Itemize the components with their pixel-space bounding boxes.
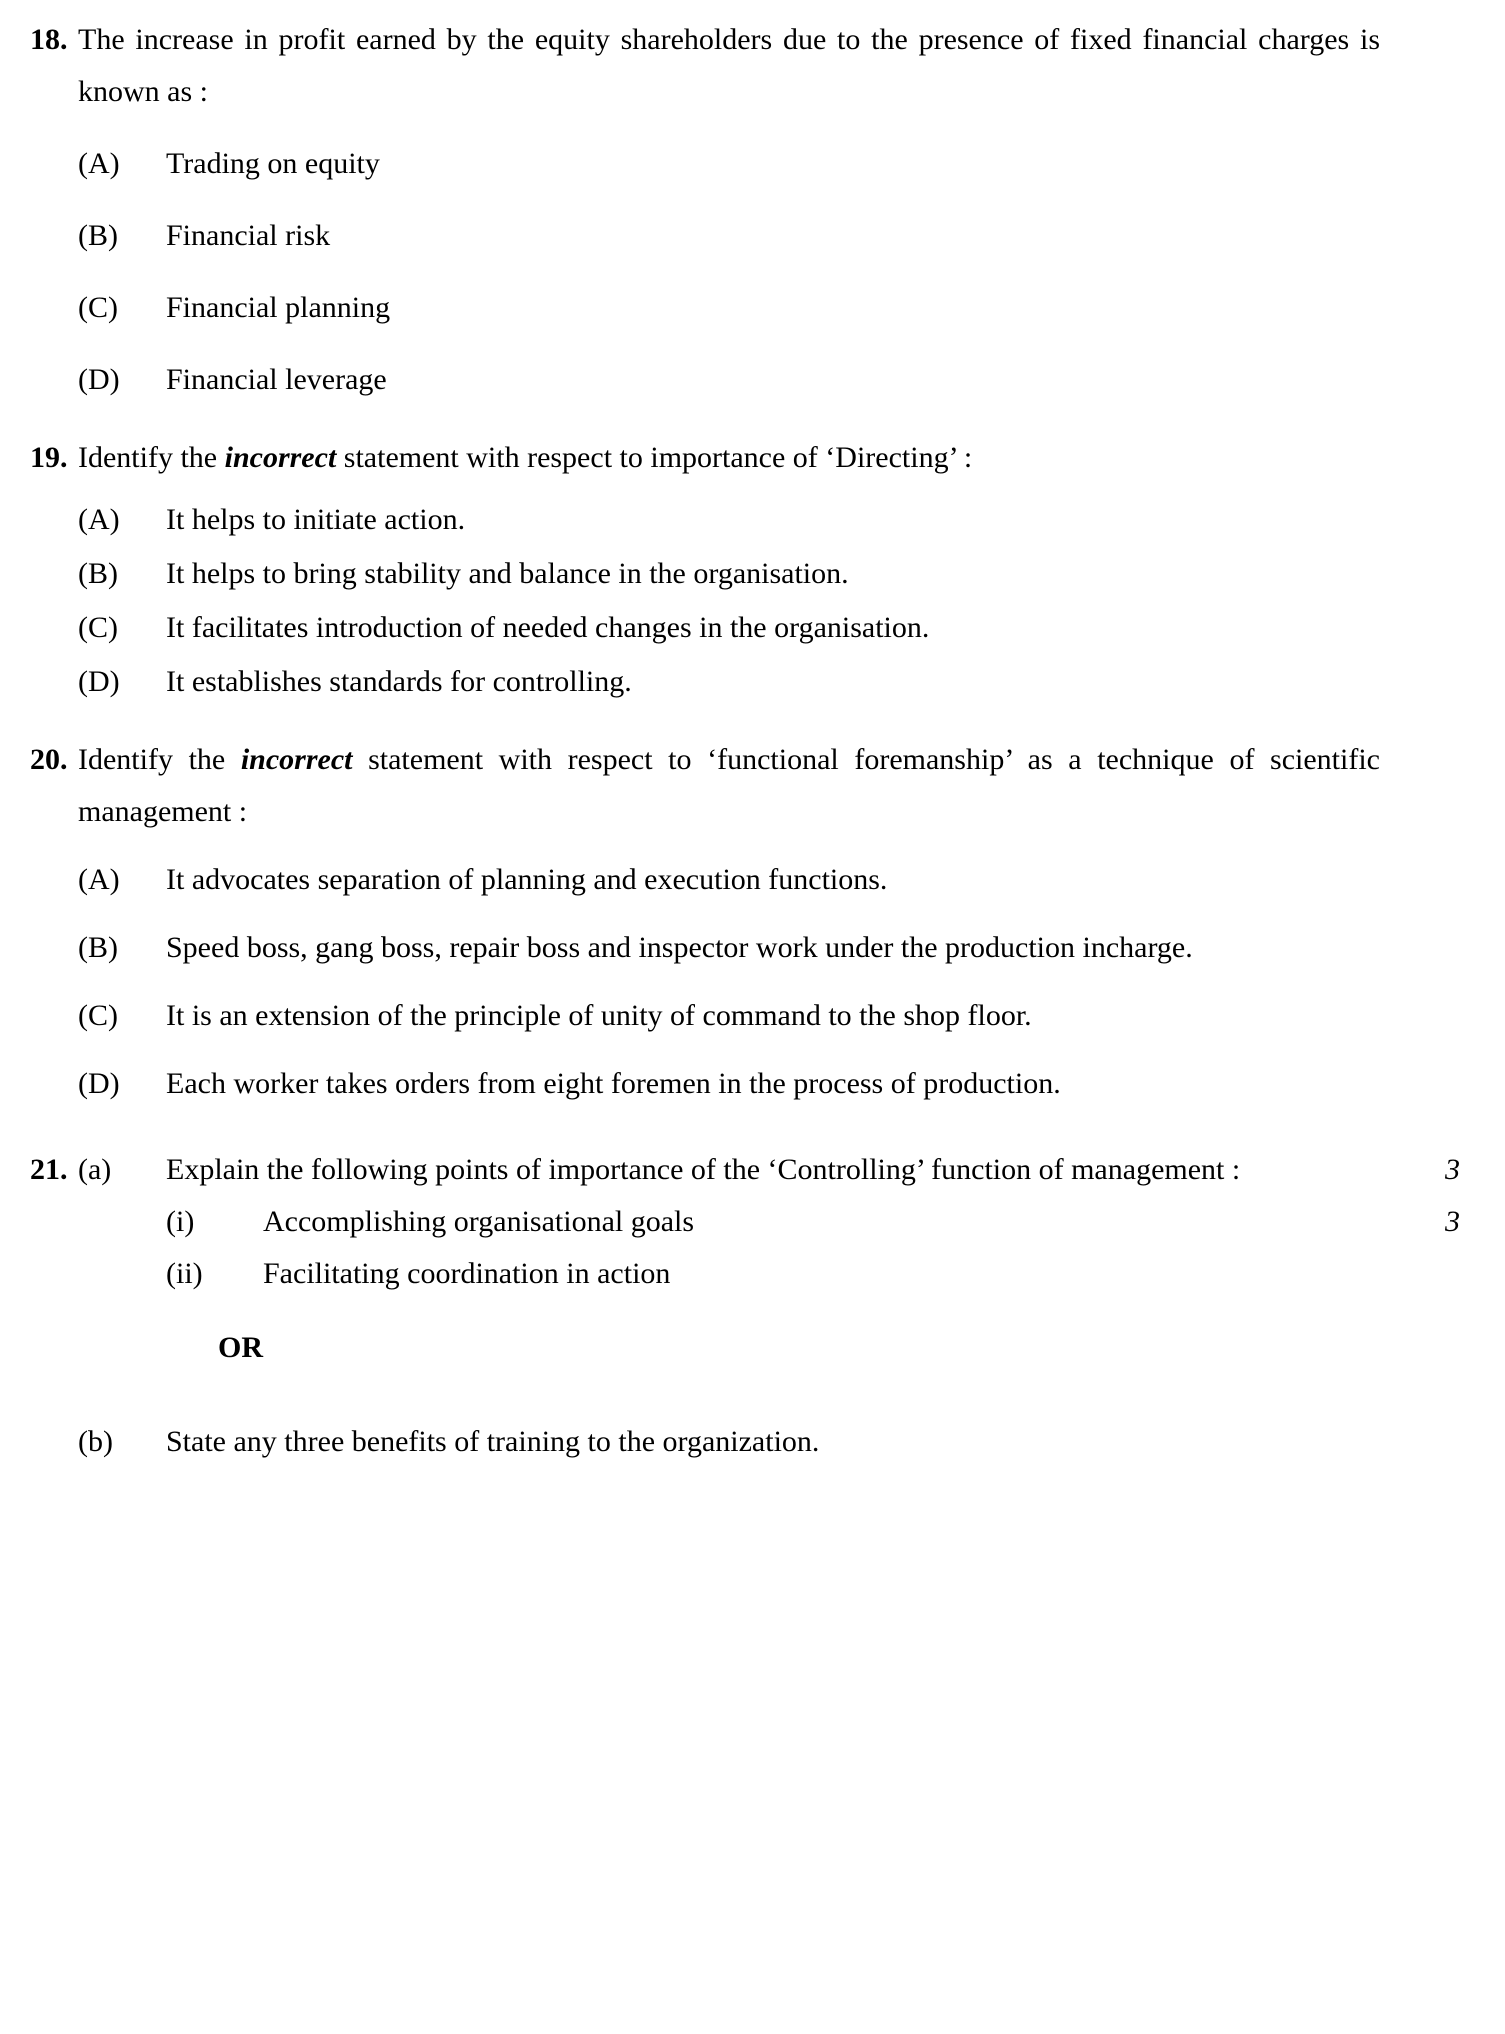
part-body bbox=[166, 1416, 1380, 1468]
part-a-subitems bbox=[166, 1196, 1380, 1300]
subitem-text: Accomplishing organisational goals bbox=[263, 1205, 695, 1238]
option-label: (C) bbox=[78, 999, 118, 1032]
question-21 bbox=[0, 1144, 1505, 1468]
part-body bbox=[166, 1144, 1380, 1300]
stem-text-after: statement with respect to importance of ‘Directing’ : bbox=[336, 441, 973, 474]
subitem-row bbox=[166, 1248, 1380, 1300]
question-21-number: 21. bbox=[30, 1153, 68, 1186]
question-20-options bbox=[78, 854, 1380, 1110]
or-separator: OR bbox=[218, 1331, 263, 1364]
question-20-body bbox=[78, 734, 1505, 1110]
stem-emphasis: incorrect bbox=[224, 441, 337, 474]
option-label: (A) bbox=[78, 863, 120, 896]
option-text: It is an extension of the principle of unity of command to the shop floor. bbox=[166, 999, 1032, 1032]
option-text: Financial risk bbox=[166, 219, 331, 252]
question-19-options bbox=[78, 494, 1380, 708]
option-label: (D) bbox=[78, 1067, 120, 1100]
option-text: Each worker takes orders from eight foremen in the process of production. bbox=[166, 1067, 1061, 1100]
option-label: (A) bbox=[78, 147, 120, 180]
option-row[interactable] bbox=[78, 138, 1380, 190]
subitem-row bbox=[166, 1196, 1380, 1248]
block-spacer bbox=[0, 406, 1505, 432]
marks-part-b: 3 bbox=[1445, 1153, 1460, 1186]
question-20-stem bbox=[78, 734, 1380, 838]
option-row[interactable] bbox=[78, 990, 1380, 1042]
option-label: (C) bbox=[78, 291, 118, 324]
option-row[interactable] bbox=[78, 210, 1380, 262]
option-row[interactable] bbox=[78, 282, 1380, 334]
option-text: Financial leverage bbox=[166, 363, 387, 396]
option-row[interactable] bbox=[78, 854, 1380, 906]
option-row[interactable] bbox=[78, 922, 1380, 974]
question-18 bbox=[0, 14, 1505, 406]
question-18-options bbox=[78, 138, 1380, 406]
question-21-body bbox=[78, 1144, 1505, 1468]
option-label: (C) bbox=[78, 611, 118, 644]
block-spacer bbox=[0, 1110, 1505, 1136]
option-text: It helps to bring stability and balance in the organisation. bbox=[166, 557, 849, 590]
question-19-body bbox=[78, 432, 1505, 708]
question-18-number: 18. bbox=[30, 23, 68, 56]
option-text: Financial planning bbox=[166, 291, 391, 324]
question-20 bbox=[0, 734, 1505, 1110]
option-text: It helps to initiate action. bbox=[166, 503, 466, 536]
option-label: (D) bbox=[78, 665, 120, 698]
question-18-stem: The increase in profit earned by the equity shareholders due to the presence of fixed financial charges is known as : bbox=[78, 23, 1380, 108]
option-text: It advocates separation of planning and execution functions. bbox=[166, 863, 888, 896]
option-text: It facilitates introduction of needed changes in the organisation. bbox=[166, 611, 930, 644]
part-label: (a) bbox=[78, 1153, 112, 1186]
question-21-part-a bbox=[78, 1144, 1460, 1300]
option-label: (B) bbox=[78, 219, 118, 252]
question-19-number: 19. bbox=[30, 441, 68, 474]
question-19-stem bbox=[78, 432, 1380, 484]
part-a-text: Explain the following points of importance of the ‘Controlling’ function of management : bbox=[166, 1153, 1241, 1186]
part-b-text: State any three benefits of training to the organization. bbox=[166, 1425, 820, 1458]
part-label: (b) bbox=[78, 1425, 113, 1458]
option-row[interactable] bbox=[78, 548, 1380, 600]
option-row[interactable] bbox=[78, 354, 1380, 406]
block-spacer bbox=[0, 708, 1505, 734]
option-label: (B) bbox=[78, 557, 118, 590]
marks-part-a: 3 bbox=[1445, 1205, 1460, 1238]
option-text: Speed boss, gang boss, repair boss and inspector work under the production incharge. bbox=[166, 931, 1193, 964]
option-label: (D) bbox=[78, 363, 120, 396]
option-row[interactable] bbox=[78, 1058, 1380, 1110]
stem-emphasis: incorrect bbox=[240, 743, 353, 776]
option-row[interactable] bbox=[78, 602, 1380, 654]
option-label: (A) bbox=[78, 503, 120, 536]
option-text: Trading on equity bbox=[166, 147, 380, 180]
option-row[interactable] bbox=[78, 494, 1380, 546]
question-18-body bbox=[78, 14, 1505, 406]
subitem-label: (i) bbox=[166, 1205, 195, 1238]
option-row[interactable] bbox=[78, 656, 1380, 708]
option-text: It establishes standards for controlling. bbox=[166, 665, 632, 698]
subitem-label: (ii) bbox=[166, 1257, 203, 1290]
subitem-text: Facilitating coordination in action bbox=[263, 1257, 671, 1290]
stem-text-before: Identify the bbox=[78, 743, 241, 776]
question-20-number: 20. bbox=[30, 743, 68, 776]
option-label: (B) bbox=[78, 931, 118, 964]
question-19 bbox=[0, 432, 1505, 708]
stem-text-after: statement with respect to ‘functional foremanship’ as a technique of scientific management : bbox=[78, 743, 1380, 828]
stem-text-before: Identify the bbox=[78, 441, 225, 474]
